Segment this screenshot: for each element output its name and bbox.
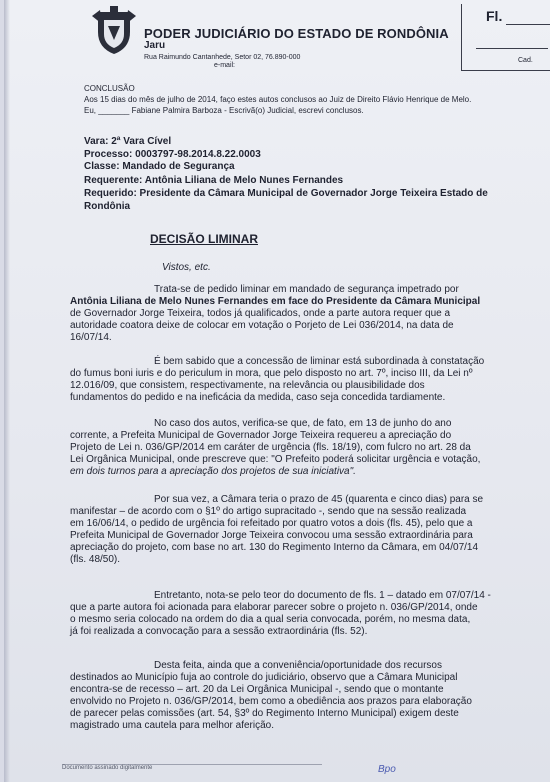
vistos-line: Vistos, etc. bbox=[162, 262, 211, 273]
paragraph-line: do fumus boni iuris e do periculum in mora, que pelo disposto no art. 7º, inciso III, da Lei nº bbox=[70, 368, 473, 379]
paragraph-line: de parecer pelas comissões (art. 54, §3º do Regimento Interno Municipal) exigem deste bbox=[70, 708, 459, 719]
paragraph-line: Trata-se de pedido liminar em mandado de segurança impetrado por bbox=[154, 284, 459, 295]
paragraph-line: Lei Orgânica Municipal, onde prescreve que: "O Prefeito poderá solicitar urgência e votação, bbox=[70, 454, 481, 465]
paragraph-line: autoridade coatora deixe de colocar em votação o Porjeto de Lei 036/2014, na data de bbox=[70, 320, 454, 331]
paragraph-line: 16/07/14. bbox=[70, 332, 112, 343]
paragraph-line: (fls. 48/50). bbox=[70, 554, 121, 565]
conclusao-line-1: Aos 15 dias do mês de julho de 2014, faço estes autos conclusos ao Juiz de Direito Flávio Henrique de Melo. bbox=[84, 95, 472, 104]
paragraph-line: já foi realizada a convocação para a sessão extraordinária (fls. 52). bbox=[70, 626, 368, 637]
paragraph-line: manifestar – de acordo com o §1º do artigo supracitado -, sendo que na sessão realizada bbox=[70, 506, 467, 517]
paragraph-line: destinados ao Município fuja ao controle do judiciário, observo que a Câmara Municipal bbox=[70, 672, 458, 683]
paragraph-line: 12.016/09, que consistem, respectivamente, na relevância ou plausibilidade dos bbox=[70, 380, 425, 391]
stamp-line bbox=[506, 24, 550, 25]
stamp-line bbox=[476, 48, 548, 49]
paragraph-line: É bem sabido que a concessão de liminar está subordinada à constatação bbox=[154, 356, 485, 367]
footer-text: Documento assinado digitalmente bbox=[62, 765, 153, 771]
digital-signature-footer bbox=[62, 764, 322, 782]
paragraph-line: Entretanto, nota-se pelo teor do documento de fls. 1 – datado em 07/07/14 - bbox=[154, 590, 491, 601]
conclusao-line-2: Eu, _______ Fabiane Palmira Barboza - Escrivã(o) Judicial, escrevi conclusos. bbox=[84, 106, 364, 115]
court-email-label: e-mail: bbox=[214, 62, 236, 69]
paragraph-line: de Governador Jorge Teixeira, todos já qualificados, onde a parte autora requer que a bbox=[70, 308, 451, 319]
stamp-cad-label: Cad. bbox=[518, 57, 533, 64]
case-vara: Vara: 2ª Vara Cível bbox=[84, 136, 172, 147]
case-requerido: Requerido: Presidente da Câmara Municipal de Governador Jorge Teixeira Estado de bbox=[84, 188, 488, 199]
paragraph-line: magistrado uma cautela para melhor aferição. bbox=[70, 720, 274, 731]
page-shadow bbox=[4, 0, 10, 782]
handwritten-note: Bpo bbox=[378, 764, 396, 775]
conclusao-heading: CONCLUSÃO bbox=[84, 84, 135, 93]
paragraph-line: Por sua vez, a Câmara teria o prazo de 45 (quarenta e cinco dias) para se bbox=[154, 494, 484, 505]
paragraph-line: encontra-se de recesso – art. 20 da Lei Orgânica Municipal -, sendo que o montante bbox=[70, 684, 444, 695]
court-name: PODER JUDICIÁRIO DO ESTADO DE RONDÔNIA bbox=[144, 26, 449, 41]
paragraph-line: envolvido no Projeto n. 036/GP/2014, bem como a obediência aos prazos para elaboração bbox=[70, 696, 472, 707]
paragraph-line: Antônia Liliana de Melo Nunes Fernandes em face do Presidente da Câmara Municipal bbox=[70, 296, 481, 307]
paragraph-line: que a parte autora foi acionada para elaborar parecer sobre o projeto n. 036/GP/2014, onde bbox=[70, 602, 478, 613]
paragraph-line: apreciação do projeto, com base no art. 130 do Regimento Interno da Câmara, em 04/07/14 bbox=[70, 542, 479, 553]
case-requerido-cont: Rondônia bbox=[84, 201, 131, 212]
document-page bbox=[4, 0, 550, 782]
court-address: Rua Raimundo Cantanhede, Setor 02, 76.890-000 bbox=[144, 54, 301, 61]
coat-of-arms-icon bbox=[90, 6, 138, 56]
case-processo: Processo: 0003797-98.2014.8.22.0003 bbox=[84, 149, 261, 160]
paragraph-line: o mesmo seria colocado na ordem do dia a qual seria convocada, porém, no mesma data, bbox=[70, 614, 471, 625]
paragraph-line: em dois turnos para a apreciação dos projetos de sua iniciativa". bbox=[70, 466, 356, 477]
decision-title: DECISÃO LIMINAR bbox=[150, 232, 258, 246]
paragraph-line: em 16/06/14, o pedido de urgência foi refeitado por quatro votos a dois (fls. 45), pelo que a bbox=[70, 518, 473, 529]
paragraph-line: corrente, a Prefeita Municipal de Governador Jorge Teixeira requereu a apreciação do bbox=[70, 430, 452, 441]
paragraph-line: Prefeita Municipal de Governador Jorge Teixeira convocou uma sessão extraordinária para bbox=[70, 530, 473, 541]
page-number-stamp bbox=[461, 4, 550, 71]
paragraph-line: Desta feita, ainda que a conveniência/oportunidade dos recursos bbox=[154, 660, 442, 671]
paragraph-line: No caso dos autos, verifica-se que, de fato, em 13 de junho do ano bbox=[154, 418, 452, 429]
case-requerente: Requerente: Antônia Liliana de Melo Nunes Fernandes bbox=[84, 175, 344, 186]
court-city: Jaru bbox=[144, 40, 166, 51]
paragraph-line: Projeto de Lei n. 036/GP/2014 em caráter de urgência (fls. 18/19), com fulcro no art. 28 da bbox=[70, 442, 471, 453]
paragraph-line: fundamentos do pedido e na ineficácia da medida, caso seja concedida tardiamente. bbox=[70, 392, 446, 403]
case-classe: Classe: Mandado de Segurança bbox=[84, 161, 235, 172]
stamp-fl-label: Fl. bbox=[486, 8, 503, 24]
